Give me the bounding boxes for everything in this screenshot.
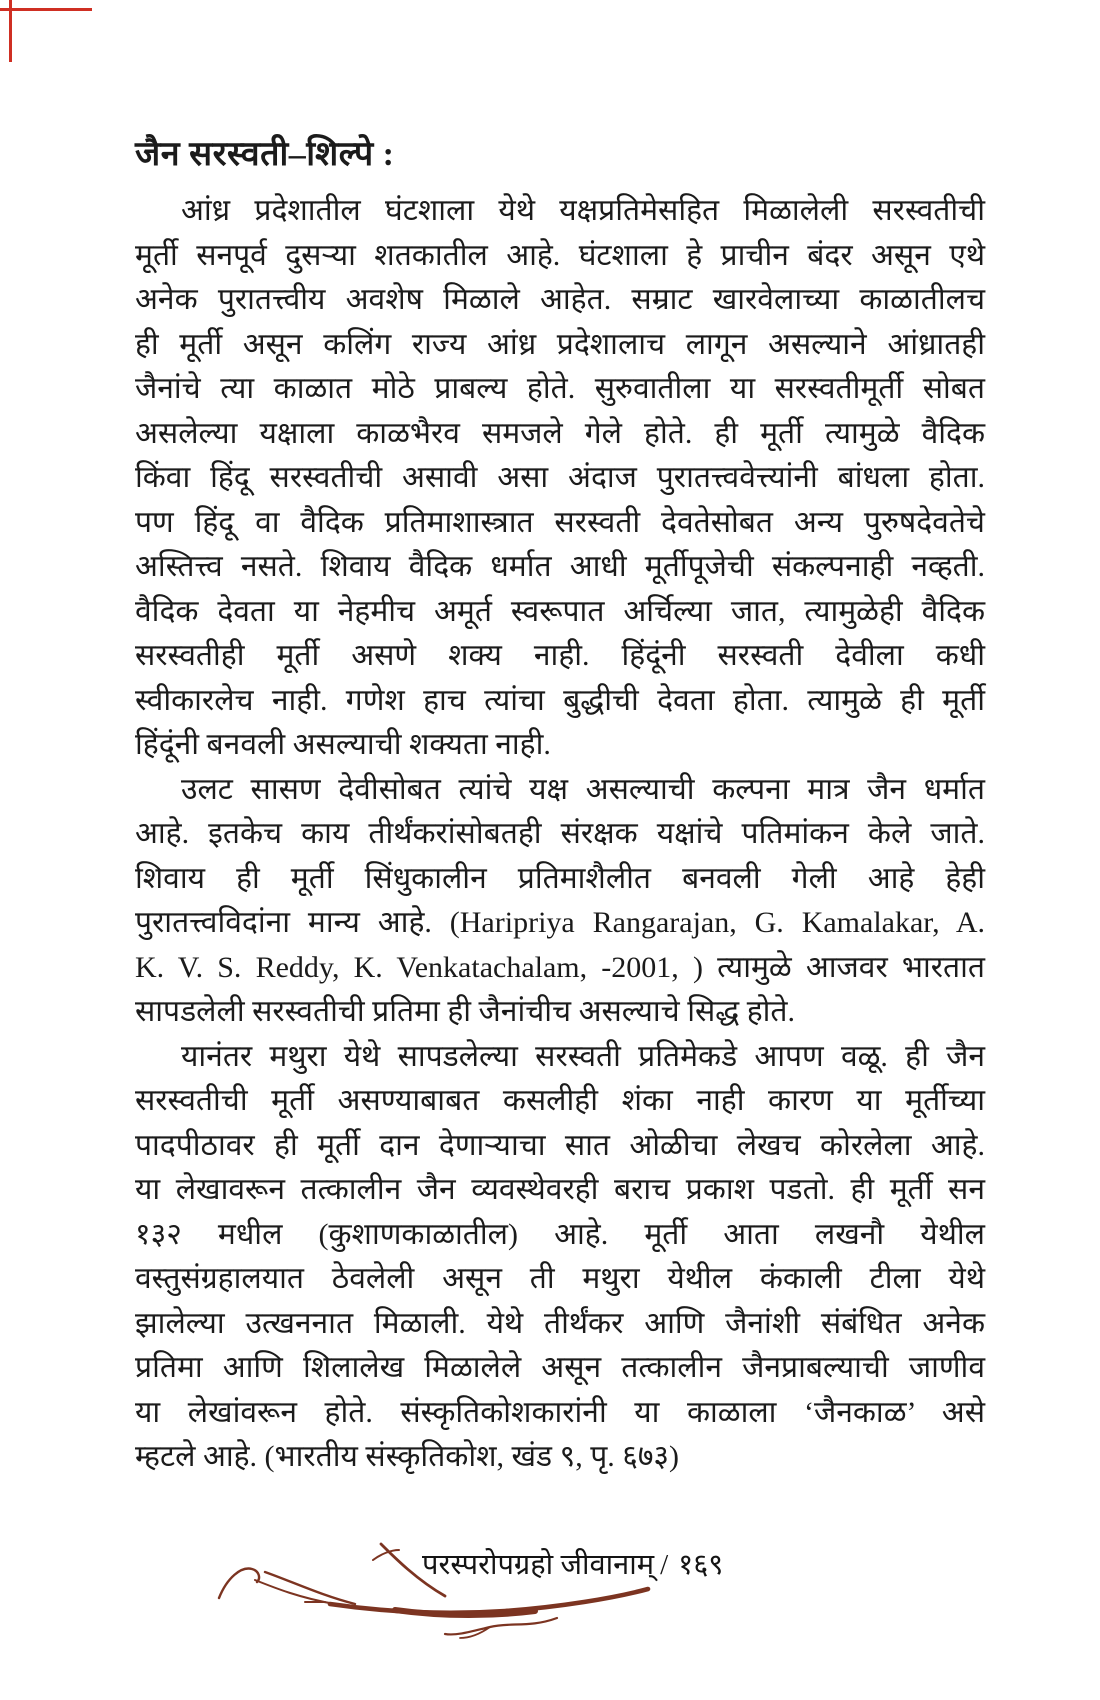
- text-line: या लेखांवरून होते. संस्कृतिकोशकारांनी या काळाला ‘जैनकाळ’ असे: [135, 1395, 985, 1429]
- text-line: सरस्वतीची मूर्ती असण्याबाबत कसलीही शंका नाही कारण या मूर्तीच्या: [135, 1084, 985, 1117]
- text-line: हिंदूंनी बनवली असल्याची शक्यता नाही.: [135, 728, 551, 761]
- text-line: आहे. इतकेच काय तीर्थंकरांसोबतही संरक्षक यक्षांचे पतिमांकन केले जाते.: [135, 817, 985, 850]
- text-line: झालेल्या उत्खननात मिळाली. येथे तीर्थंकर आणि जैनांशी संबंधित अनेक: [135, 1306, 985, 1340]
- footer-motto: परस्परोपग्रहो जीवानाम्: [422, 1549, 655, 1581]
- text-line: सापडलेली सरस्वतीची प्रतिमा ही जैनांचीच असल्याचे सिद्ध होते.: [135, 995, 796, 1028]
- text-line: यानंतर मथुरा येथे सापडलेल्या सरस्वती प्रतिमेकडे आपण वळू. ही जैन: [181, 1039, 985, 1073]
- text-block: [135, 134, 985, 1480]
- text-line: पादपीठावर ही मूर्ती दान देणाऱ्याचा सात ओळीचा लेखच कोरलेला आहे.: [135, 1128, 985, 1162]
- text-line: स्वीकारलेच नाही. गणेश हाच त्यांचा बुद्धीची देवता होता. त्यामुळे ही मूर्ती: [135, 683, 985, 717]
- page-footer: [0, 1538, 1100, 1678]
- text-line: मूर्ती सनपूर्व दुसऱ्या शतकातील आहे. घंटशाला हे प्राचीन बंदर असून एथे: [135, 238, 985, 272]
- text-line: आंध्र प्रदेशातील घंटशाला येथे यक्षप्रतिमेसहित मिळालेली सरस्वतीची: [181, 194, 985, 227]
- page-heading: जैन सरस्वती–शिल्पे :: [135, 136, 395, 173]
- text-line: अस्तित्त्व नसते. शिवाय वैदिक धर्मात आधी मूर्तीपूजेची संकल्पनाही नव्हती.: [135, 550, 985, 583]
- text-line: वैदिक देवता या नेहमीच अमूर्त स्वरूपात अर्चिल्या जात, त्यामुळेही वैदिक: [135, 594, 985, 628]
- body-text: [135, 189, 985, 1480]
- red-border-mark-horizontal: [0, 8, 92, 11]
- text-line: या लेखावरून तत्कालीन जैन व्यवस्थेवरही बराच प्रकाश पडतो. ही मूर्ती सन: [135, 1173, 985, 1206]
- text-line: K. V. S. Reddy, K. Venkatachalam, -2001, ) त्यामुळे आजवर भारतात: [135, 950, 985, 984]
- text-line: १३२ मधील (कुशाणकाळातील) आहे. मूर्ती आता लखनौ येथील: [135, 1217, 985, 1251]
- text-line: अनेक पुरातत्त्वीय अवशेष मिळाले आहेत. सम्राट खारवेलाच्या काळातीलच: [135, 283, 985, 316]
- text-line: पुरातत्त्वविदांना मान्य आहे. (Haripriya Rangarajan, G. Kamalakar, A.: [135, 906, 985, 939]
- text-line: सरस्वतीही मूर्ती असणे शक्य नाही. हिंदूंनी सरस्वती देवीला कधी: [135, 639, 985, 672]
- text-line: म्हटले आहे. (भारतीय संस्कृतिकोश, खंड ९, पृ. ६७३): [135, 1440, 680, 1473]
- text-line: शिवाय ही मूर्ती सिंधुकालीन प्रतिमाशैलीत बनवली गेली आहे हेही: [135, 861, 985, 895]
- text-line: किंवा हिंदू सरस्वतीची असावी असा अंदाज पुरातत्त्ववेत्त्यांनी बांधला होता.: [135, 461, 985, 494]
- text-line: वस्तुसंग्रहालयात ठेवलेली असून ती मथुरा येथील कंकाली टीला येथे: [135, 1262, 985, 1295]
- text-line: पण हिंदू वा वैदिक प्रतिमाशास्त्रात सरस्वती देवतेसोबत अन्य पुरुषदेवतेचे: [135, 505, 985, 539]
- footer-separator: /: [660, 1549, 669, 1581]
- text-line: प्रतिमा आणि शिलालेख मिळालेले असून तत्कालीन जैनप्राबल्याची जाणीव: [135, 1351, 985, 1384]
- text-line: ही मूर्ती असून कलिंग राज्य आंध्र प्रदेशालाच लागून असल्याने आंध्रातही: [135, 327, 985, 361]
- text-line: उलट सासण देवीसोबत त्यांचे यक्ष असल्याची कल्पना मात्र जैन धर्मात: [181, 772, 985, 806]
- page-number: १६९: [678, 1549, 724, 1581]
- text-line: असलेल्या यक्षाला काळभैरव समजले गेले होते. ही मूर्ती त्यामुळे वैदिक: [135, 416, 985, 450]
- text-line: जैनांचे त्या काळात मोठे प्राबल्य होते. सुरुवातीला या सरस्वतीमूर्ती सोबत: [135, 372, 985, 405]
- footer-text: [422, 1544, 723, 1583]
